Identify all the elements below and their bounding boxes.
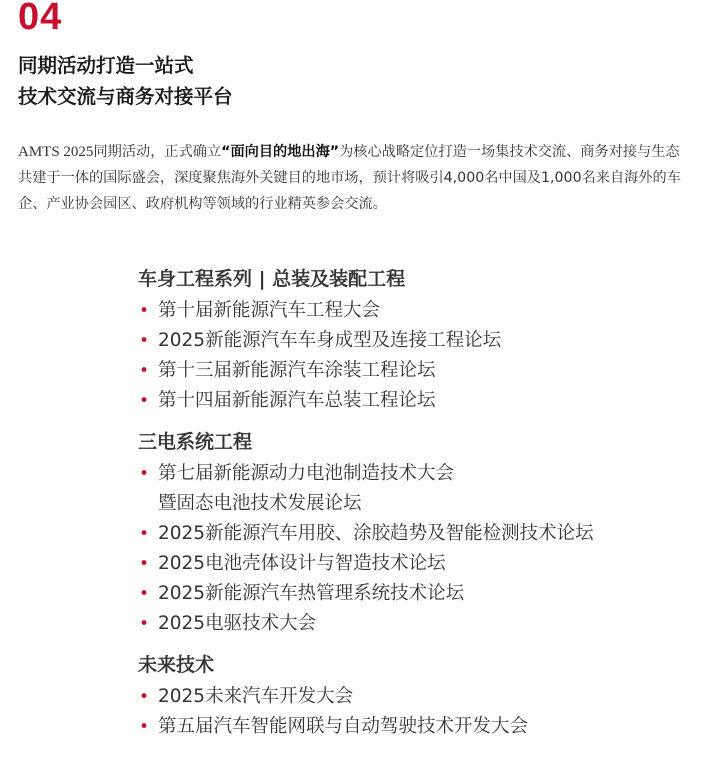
- bullet-icon: •: [139, 614, 150, 634]
- bullet-icon: •: [139, 584, 150, 604]
- session-item: [138, 549, 698, 579]
- session-item-label: 第十届新能源汽车工程大会: [158, 300, 381, 321]
- section-number: 04: [18, 0, 63, 38]
- session-item: [138, 296, 698, 326]
- bullet-icon: •: [139, 361, 150, 381]
- bullet-icon: •: [139, 554, 150, 574]
- session-item-label: 第七届新能源动力电池制造技术大会 暨固态电池技术发展论坛: [158, 463, 455, 514]
- session-item-label: 2025电驱技术大会: [158, 613, 317, 634]
- bullet-icon: •: [139, 301, 150, 321]
- session-item-label: 2025新能源汽车热管理系统技术论坛: [158, 583, 465, 604]
- session-group-title: 未来技术: [138, 654, 215, 676]
- session-item-label: 第十三届新能源汽车涂装工程论坛: [158, 360, 436, 381]
- bullet-icon: •: [139, 687, 150, 707]
- intro-text-1: 同期活动，正式确立: [93, 144, 222, 160]
- page-title: [18, 50, 233, 112]
- session-item-label: 第五届汽车智能网联与自动驾驶技术开发大会: [158, 716, 529, 737]
- intro-emphasis: “面向目的地出海”: [221, 144, 340, 160]
- session-item: [138, 712, 698, 742]
- session-item-label: 2025新能源汽车用胶、涂胶趋势及智能检测技术论坛: [158, 523, 594, 544]
- intro-text-2: 为核心战略定位打造一场集技术交流、商务对接与生态共建于一体的国际盛会，深度聚焦海外关键目的地市场，预计将吸引4,000名中国及1,000名来自海外的车企、产业协会园区、政府机构等领域的行业精英参会交流。: [18, 144, 681, 212]
- bullet-icon: •: [139, 464, 150, 484]
- session-group-title: 车身工程系列 | 总装及装配工程: [138, 268, 406, 290]
- session-item-label: 2025新能源汽车车身成型及连接工程论坛: [158, 330, 502, 351]
- session-item: [138, 519, 698, 549]
- intro-event-name: AMTS 2025: [18, 144, 94, 160]
- bullet-icon: •: [139, 391, 150, 411]
- session-item: [138, 356, 698, 386]
- bullet-icon: •: [139, 717, 150, 737]
- session-item-label: 第十四届新能源汽车总装工程论坛: [158, 390, 436, 411]
- session-item: [138, 326, 698, 356]
- intro-paragraph: [18, 139, 683, 217]
- bullet-icon: •: [139, 524, 150, 544]
- session-group: [138, 650, 698, 742]
- title-line-2: 技术交流与商务对接平台: [18, 85, 233, 108]
- title-line-1: 同期活动打造一站式: [18, 54, 194, 77]
- session-item-label: 2025电池壳体设计与智造技术论坛: [158, 553, 446, 574]
- session-item: [138, 579, 698, 609]
- session-item: [138, 386, 698, 416]
- bullet-icon: •: [139, 331, 150, 351]
- session-group-title: 三电系统工程: [138, 431, 253, 453]
- session-item: [138, 609, 698, 639]
- session-item: [138, 459, 698, 519]
- session-group: [138, 427, 698, 639]
- session-item: [138, 682, 698, 712]
- session-item-label: 2025未来汽车开发大会: [158, 686, 354, 707]
- sessions-list: [138, 264, 698, 753]
- session-group: [138, 264, 698, 416]
